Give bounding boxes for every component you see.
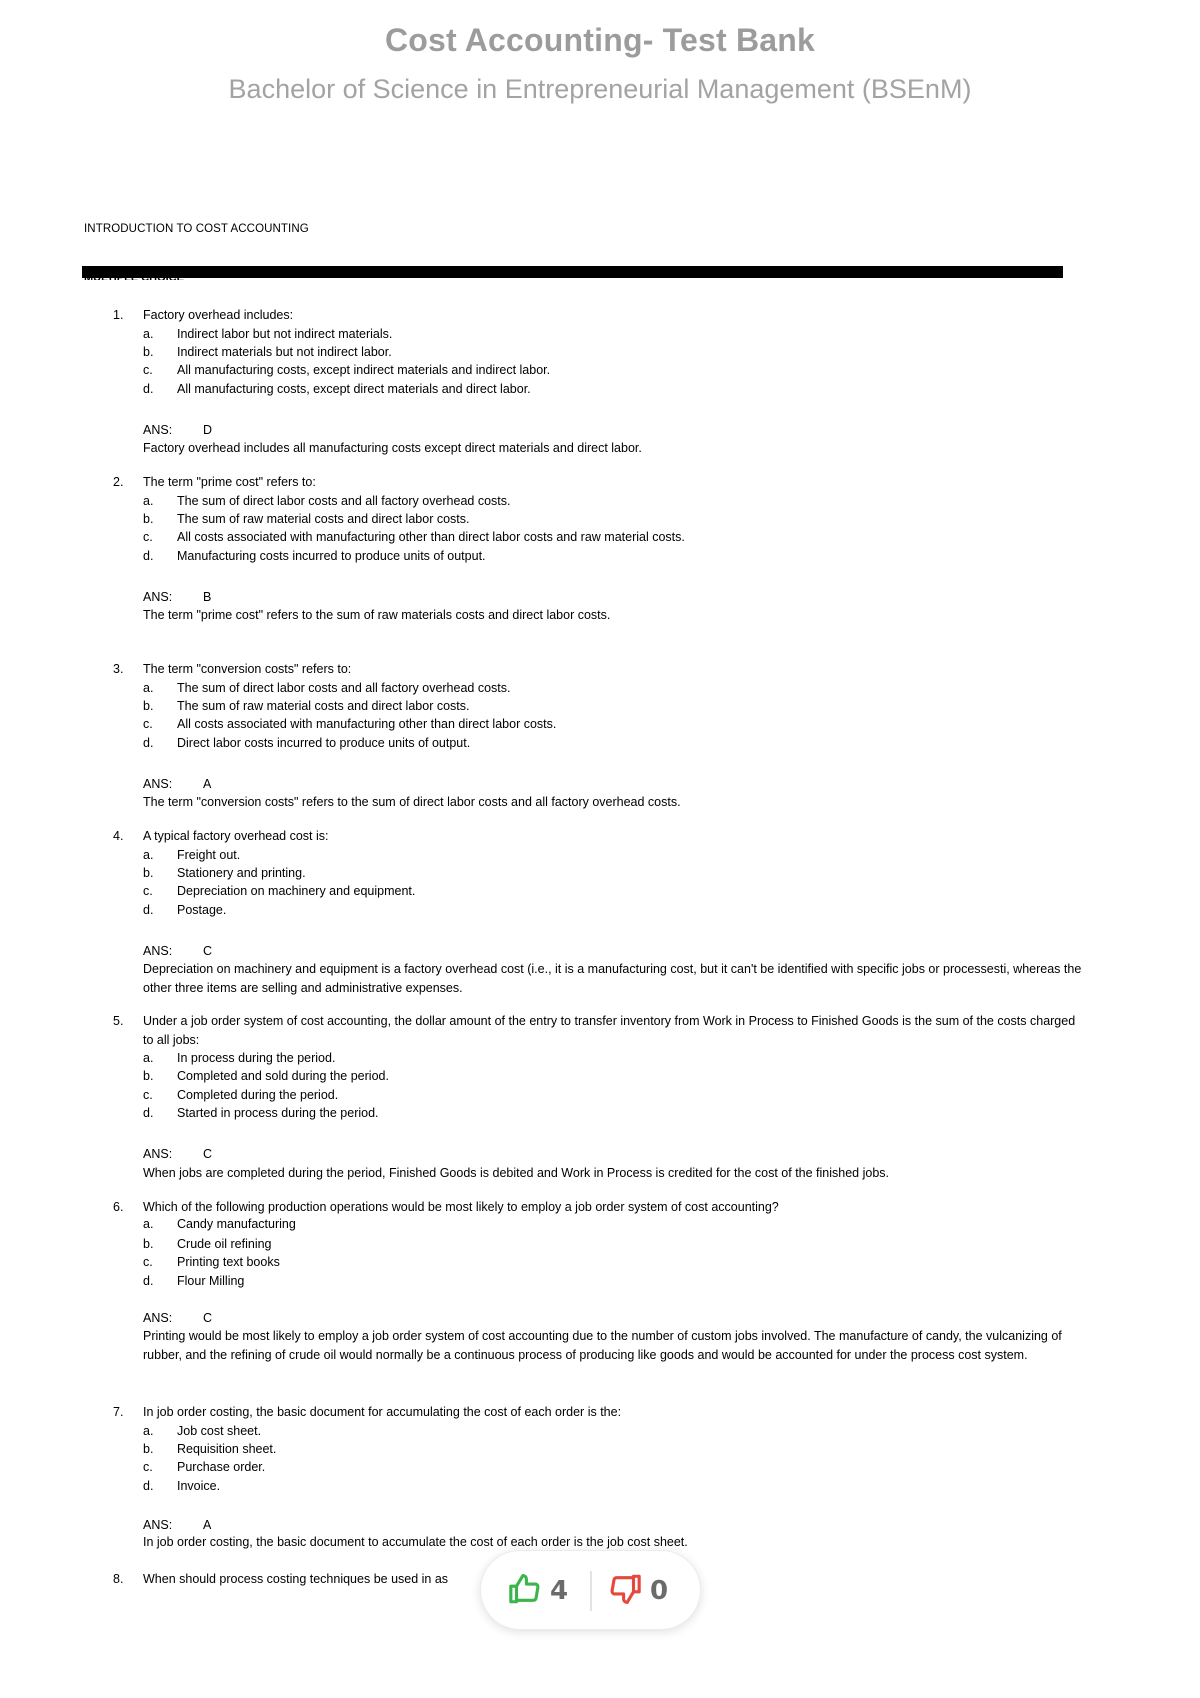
question-stem: When should process costing techniques be used in as	[143, 1572, 449, 1586]
choice-c	[0, 1086, 1200, 1105]
choice-d	[0, 1477, 1200, 1496]
choice-d	[0, 380, 1200, 399]
question-number: 7.	[113, 1405, 124, 1419]
choice-a	[0, 492, 1200, 511]
choice-letter: c.	[143, 1255, 153, 1269]
answer-label: ANS:	[143, 590, 173, 604]
choice-letter: b.	[143, 1069, 154, 1083]
downvote-count: 0	[650, 1576, 669, 1606]
choice-letter: b.	[143, 512, 154, 526]
choice-b	[0, 1440, 1200, 1459]
choice-c	[0, 715, 1200, 734]
answer-line	[143, 775, 211, 794]
question-stem: Which of the following production operations would be most likely to employ a job order system of cost accounting?	[143, 1200, 779, 1214]
choice-letter: c.	[143, 1460, 153, 1474]
answer-line	[143, 588, 211, 607]
choice-text: Completed and sold during the period.	[177, 1069, 389, 1083]
choice-letter: b.	[143, 699, 154, 713]
choice-letter: c.	[143, 717, 153, 731]
choice-d	[0, 734, 1200, 753]
answer-value: A	[203, 1518, 212, 1532]
choice-text: All costs associated with manufacturing other than direct labor costs.	[177, 717, 557, 731]
section-divider	[82, 266, 1063, 278]
choice-letter: d.	[143, 1106, 154, 1120]
choice-letter: d.	[143, 903, 154, 917]
choice-letter: d.	[143, 1479, 154, 1493]
question-stem: Under a job order system of cost accounting, the dollar amount of the entry to transfer inventory from Work in Process to Finished Goods is the sum of the costs charged to all jobs:	[143, 1014, 1076, 1047]
choice-b	[0, 697, 1200, 716]
choice-a	[0, 325, 1200, 344]
choice-letter: c.	[143, 1088, 153, 1102]
choice-text: Manufacturing costs incurred to produce units of output.	[177, 549, 486, 563]
answer-line	[143, 1309, 212, 1328]
choice-letter: a.	[143, 327, 154, 341]
choice-text: Job cost sheet.	[177, 1424, 262, 1438]
choice-letter: b.	[143, 866, 154, 880]
answer-explanation: In job order costing, the basic document to accumulate the cost of each order is the job cost sheet.	[143, 1535, 688, 1549]
answer-explanation: Depreciation on machinery and equipment is a factory overhead cost (i.e., it is a manufacturing cost, but it can't be identified with specific jobs or processesti, whereas the other three items are selling and administrative expenses.	[143, 962, 1082, 995]
choice-a	[0, 1049, 1200, 1068]
choice-letter: d.	[143, 549, 154, 563]
choice-letter: a.	[143, 1424, 154, 1438]
question-stem: The term "prime cost" refers to:	[143, 475, 316, 489]
choice-c	[0, 528, 1200, 547]
choice-b	[0, 510, 1200, 529]
choice-letter: b.	[143, 345, 154, 359]
answer-label: ANS:	[143, 1311, 173, 1325]
choice-a	[0, 846, 1200, 865]
answer-explanation: When jobs are completed during the period, Finished Goods is debited and Work in Process is credited for the cost of the finished jobs.	[143, 1166, 890, 1180]
choice-d	[0, 901, 1200, 920]
choice-d	[0, 1104, 1200, 1123]
question-number: 2.	[113, 475, 124, 489]
choice-d	[0, 547, 1200, 566]
upvote-button[interactable]	[508, 1573, 568, 1609]
answer-explanation: The term "prime cost" refers to the sum of raw materials costs and direct labor costs.	[143, 608, 611, 622]
choice-letter: c.	[143, 884, 153, 898]
question-stem: A typical factory overhead cost is:	[143, 829, 329, 843]
choice-c	[0, 882, 1200, 901]
answer-value: D	[203, 423, 213, 437]
choice-letter: a.	[143, 1051, 154, 1065]
question-number: 8.	[113, 1572, 124, 1586]
choice-text: Freight out.	[177, 848, 241, 862]
question-number: 6.	[113, 1200, 124, 1214]
downvote-button[interactable]	[608, 1573, 668, 1609]
choice-b	[0, 1067, 1200, 1086]
answer-line	[143, 1145, 212, 1164]
question-stem: The term "conversion costs" refers to:	[143, 662, 352, 676]
question-stem: Factory overhead includes:	[143, 308, 294, 322]
choice-text: The sum of raw material costs and direct labor costs.	[177, 699, 470, 713]
answer-value: A	[203, 777, 212, 791]
answer-label: ANS:	[143, 1147, 173, 1161]
question-number: 4.	[113, 829, 124, 843]
section-title: INTRODUCTION TO COST ACCOUNTING	[84, 223, 309, 235]
answer-explanation: The term "conversion costs" refers to the sum of direct labor costs and all factory overhead costs.	[143, 795, 681, 809]
choice-text: Started in process during the period.	[177, 1106, 379, 1120]
choice-letter: a.	[143, 1217, 154, 1231]
document-subtitle: Bachelor of Science in Entrepreneurial Management (BSEnM)	[228, 74, 972, 104]
choice-text: Direct labor costs incurred to produce units of output.	[177, 736, 471, 750]
choice-text: Crude oil refining	[177, 1237, 272, 1251]
answer-value: B	[203, 590, 212, 604]
answer-label: ANS:	[143, 944, 173, 958]
vote-widget	[480, 1550, 701, 1630]
choice-text: Stationery and printing.	[177, 866, 306, 880]
answer-line	[143, 942, 212, 961]
choice-text: All manufacturing costs, except direct materials and direct labor.	[177, 382, 531, 396]
choice-letter: b.	[143, 1237, 154, 1251]
answer-label: ANS:	[143, 777, 173, 791]
choice-letter: a.	[143, 494, 154, 508]
choice-letter: d.	[143, 736, 154, 750]
question-stem: In job order costing, the basic document for accumulating the cost of each order is the:	[143, 1405, 622, 1419]
choice-text: Requisition sheet.	[177, 1442, 277, 1456]
choice-text: The sum of direct labor costs and all factory overhead costs.	[177, 494, 511, 508]
choice-d	[0, 1272, 1200, 1291]
thumbs-up-icon	[508, 1572, 542, 1611]
choice-text: Indirect labor but not indirect materials.	[177, 327, 393, 341]
choice-text: The sum of direct labor costs and all factory overhead costs.	[177, 681, 511, 695]
choice-text: Purchase order.	[177, 1460, 266, 1474]
choice-text: Postage.	[177, 903, 227, 917]
choice-text: All manufacturing costs, except indirect materials and indirect labor.	[177, 363, 551, 377]
choice-letter: b.	[143, 1442, 154, 1456]
answer-explanation: Printing would be most likely to employ a job order system of cost accounting due to the number of custom jobs involved. The manufacture of candy, the vulcanizing of rubber, and the refining of crude oil would normally be a continuous process of producing like goods and would be accounted for under the process cost system.	[143, 1329, 1062, 1362]
thumbs-down-icon	[608, 1572, 642, 1611]
answer-line	[143, 1516, 211, 1535]
choice-text: The sum of raw material costs and direct labor costs.	[177, 512, 470, 526]
choice-letter: c.	[143, 363, 153, 377]
vote-separator	[590, 1571, 592, 1611]
choice-text: Invoice.	[177, 1479, 221, 1493]
choice-a	[0, 1422, 1200, 1441]
choice-b	[0, 1235, 1200, 1254]
choice-c	[0, 1458, 1200, 1477]
choice-c	[0, 1253, 1200, 1272]
choice-letter: a.	[143, 848, 154, 862]
upvote-count: 4	[550, 1576, 569, 1606]
answer-value: C	[203, 944, 213, 958]
answer-explanation: Factory overhead includes all manufacturing costs except direct materials and direct labor.	[143, 441, 642, 455]
answer-label: ANS:	[143, 1518, 173, 1532]
choice-letter: a.	[143, 681, 154, 695]
choice-letter: d.	[143, 382, 154, 396]
answer-value: C	[203, 1147, 213, 1161]
answer-label: ANS:	[143, 423, 173, 437]
question-number: 3.	[113, 662, 124, 676]
choice-text: Candy manufacturing	[177, 1217, 296, 1231]
choice-text: Completed during the period.	[177, 1088, 339, 1102]
choice-text: Indirect materials but not indirect labor.	[177, 345, 392, 359]
choice-c	[0, 361, 1200, 380]
choice-letter: d.	[143, 1274, 154, 1288]
question-number: 5.	[113, 1014, 124, 1028]
choice-letter: c.	[143, 530, 153, 544]
question-number: 1.	[113, 308, 124, 322]
answer-line	[143, 421, 212, 440]
choice-text: Depreciation on machinery and equipment.	[177, 884, 416, 898]
choice-a	[0, 1215, 1200, 1234]
document-title: Cost Accounting- Test Bank	[384, 22, 816, 58]
choice-a	[0, 679, 1200, 698]
choice-text: Flour Milling	[177, 1274, 245, 1288]
choice-text: Printing text books	[177, 1255, 280, 1269]
choice-text: In process during the period.	[177, 1051, 336, 1065]
answer-value: C	[203, 1311, 213, 1325]
choice-text: All costs associated with manufacturing other than direct labor costs and raw material costs.	[177, 530, 685, 544]
choice-b	[0, 343, 1200, 362]
choice-b	[0, 864, 1200, 883]
